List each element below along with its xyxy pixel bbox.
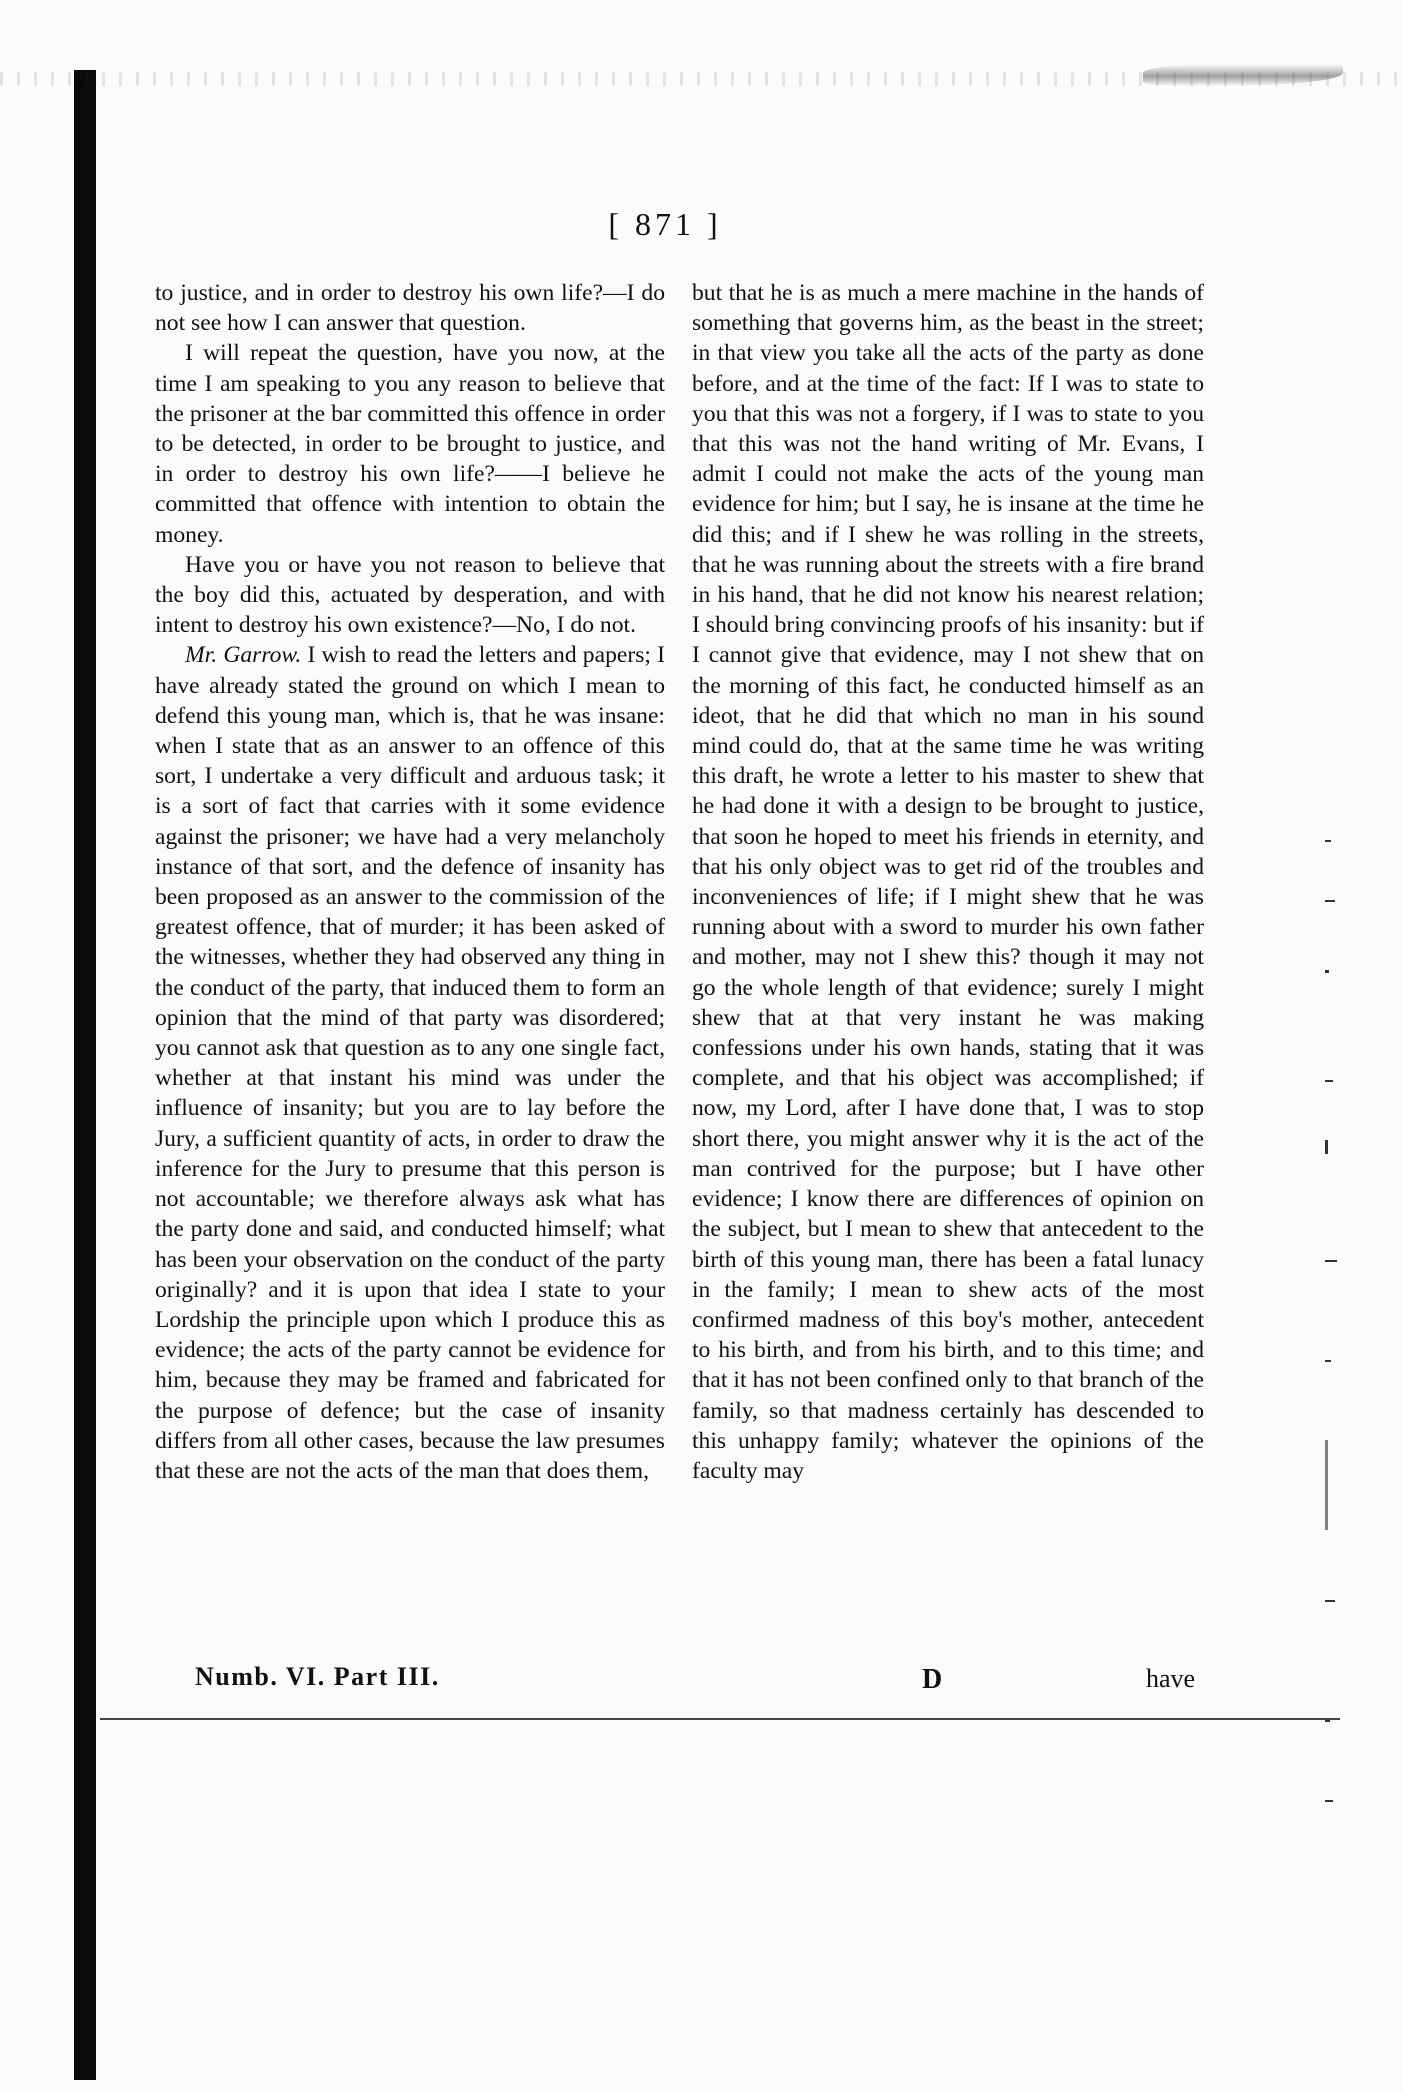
left-paragraph-1: to justice, and in order to destroy his own life?—I do not see how I can answer that question. <box>155 280 665 337</box>
binding-shadow <box>74 70 96 2080</box>
left-paragraph-2: I will repeat the question, have you now, at the time I am speaking to you any reason to believe that the prisoner at the bar committed this offence in order to be detected, in order to be brought to justice, and in order to destroy his own life?——I believe he committed that offence with intention to obtain the money. <box>155 340 665 548</box>
catchword: have <box>1146 1664 1196 1693</box>
left-column <box>155 278 665 1486</box>
signature-line: Numb. VI. Part III. <box>195 1662 440 1691</box>
right-paragraph-1: but that he is as much a mere machine in the hands of something that governs him, as the beast in the street; in that view you take all the acts of the party as done before, and at the time of the fact: If I was to state to you that this was not a forgery, if I was to state to you that this was not the hand writing of Mr. Evans, I admit I could not make the acts of the young man evidence for him; but I say, he is insane at the time he did this; and if I shew he was rolling in the streets, that he was running about the streets with a fire brand in his hand, that he did not know his nearest relation; I should bring convincing proofs of his insanity: but if I cannot give that evidence, may I not shew that on the morning of this fact, he conducted himself as an ideot, that he did that which no man in his sound mind could do, that at the same time he was writing this draft, he wrote a letter to his master to shew that he had done it with a design to be brought to justice, that soon he hoped to meet his friends in eternity, and that his only object was to get rid of the troubles and inconveniences of life; if I might shew that he was running about with a sword to murder his own father and mother, may not I shew this? though it may not go the whole length of that evidence; surely I might shew that at that very instant he was making confessions under his own hands, stating that it was complete, and that his object was accomplished; if now, my Lord, after I have done that, I was to stop short there, you might answer why it is the act of the man contrived for the purpose; but I have other evidence; I know there are differences of opinion on the subject, but I mean to shew that antecedent to the birth of this young man, there has been a fatal lunacy in the family; I mean to shew acts of the most confirmed madness of this boy's mother, antecedent to his birth, and from his birth, and to this time; and that it has not been confined only to that branch of the family, so that madness certainly has descended to this unhappy family; whatever the opinions of the faculty may <box>692 280 1204 1484</box>
left-paragraph-4 <box>155 640 665 1486</box>
right-column <box>692 278 1204 1486</box>
signature-mark: D <box>922 1664 943 1695</box>
bottom-rule <box>100 1718 1340 1720</box>
left-paragraph-3: Have you or have you not reason to believe that the boy did this, actuated by desperation, and with intent to destroy his own existence?—No, I do not. <box>155 551 665 639</box>
speaker-name: Mr. Garrow. <box>185 642 302 669</box>
margin-scan-noise <box>1325 840 1347 1840</box>
page-number: [ 871 ] <box>608 206 722 242</box>
speech-text: I wish to read the letters and papers; I have already stated the ground on which I mean to defend this young man, which is, that he was insane: when I state that as an answer to an offence of this sort, I undertake a very difficult and arduous task; it is a sort of fact that carries with it some evidence against the prisoner; we have had a very melancholy instance of that sort, and the defence of insanity has been proposed as an answer to the commission of the greatest offence, that of murder; it has been asked of the witnesses, whether they had observed any thing in the conduct of the party, that induced them to form an opinion that the mind of that party was disordered; you cannot ask that question as to any one single fact, whether at that instant his mind was under the influence of insanity; but you are to lay before the Jury, a sufficient quantity of acts, in order to draw the inference for the Jury to presume that this person is not accountable; we therefore always ask what has the party done and said, and conducted himself; what has been your observation on the conduct of the party originally? and it is upon that idea I state to your Lordship the principle upon which I produce this as evidence; the acts of the party cannot be evidence for him, because they may be framed and fabricated for the purpose of defence; but the case of insanity differs from all other cases, because the law presumes that these are not the acts of the man that does them, <box>155 642 665 1484</box>
